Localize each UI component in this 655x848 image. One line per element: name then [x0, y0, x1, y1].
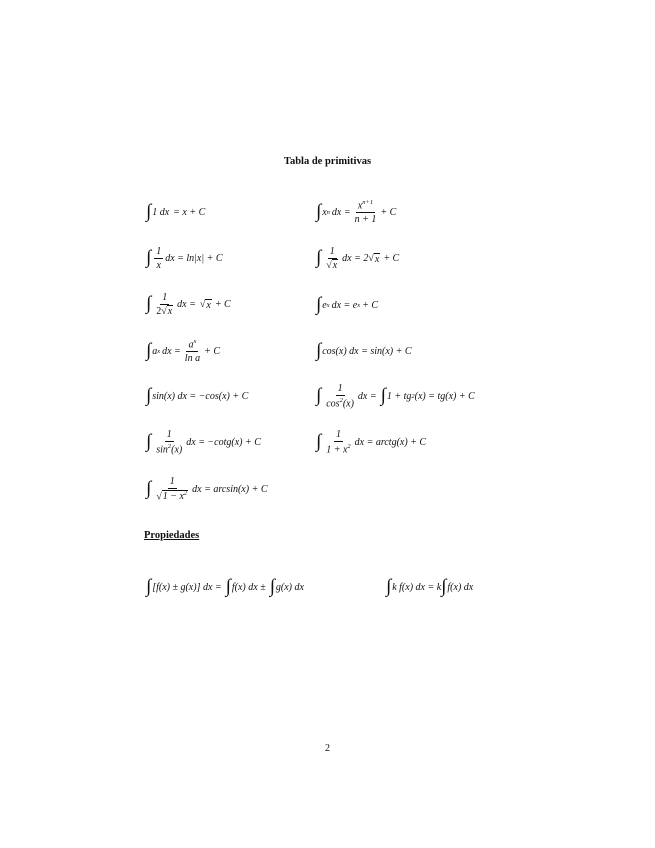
property-part-b: f(x) dx ±	[231, 582, 266, 593]
tail-exponent: 2	[411, 392, 415, 400]
property-linearity	[146, 578, 304, 597]
formula-integral-csc-squared	[146, 429, 261, 455]
property-part-a: k f(x) dx = k	[392, 582, 442, 593]
section-title: Propiedades	[144, 530, 200, 541]
formula-exponent: x	[326, 302, 330, 309]
fraction-numerator: x	[357, 200, 363, 212]
formula-integral-sec-squared	[316, 383, 475, 409]
integral-sign: ∫	[316, 340, 322, 361]
integral-sign: ∫	[146, 293, 152, 314]
formula-mid: dx =	[331, 206, 351, 218]
formula-integral-power	[316, 199, 396, 225]
den-exponent: 2	[339, 397, 343, 404]
root-symbol: √	[368, 253, 374, 264]
formula-rhs-tail: + C	[383, 253, 400, 264]
fraction	[324, 429, 352, 455]
numerator-exponent: n+1	[362, 199, 374, 206]
fraction-numerator: 1	[329, 246, 335, 257]
integral-sign: ∫	[386, 576, 392, 597]
fraction	[154, 429, 184, 455]
den-exponent: 2	[167, 443, 172, 450]
integral-sign: ∫	[316, 200, 322, 222]
root-symbol: √	[156, 491, 162, 503]
fraction-denominator	[154, 489, 190, 502]
formula-integral-exponential	[316, 296, 378, 315]
formula-rhs: dx = arctg(x) + C	[354, 436, 427, 448]
radicand	[162, 490, 188, 502]
root-symbol: 2√	[156, 306, 167, 317]
fraction	[183, 338, 202, 364]
formula-rhs: = x + C	[173, 207, 206, 218]
formula-integral-cosine	[316, 342, 412, 361]
integral-sign: ∫	[146, 430, 152, 452]
fraction	[324, 383, 356, 409]
page-number: 2	[325, 743, 330, 754]
formula-exponent: x	[157, 347, 161, 355]
radicand-exponent: 2	[183, 490, 188, 497]
formula-rhs: dx = ln|x| + C	[165, 253, 223, 264]
formula-base: e	[322, 300, 327, 311]
fraction-numerator: 1	[169, 476, 175, 487]
integral-sign: ∫	[146, 247, 152, 268]
fraction-denominator	[324, 396, 356, 409]
integral-sign: ∫	[225, 576, 231, 597]
formula-rhs-prefix: dx = 2	[342, 253, 369, 264]
root-symbol: √	[199, 299, 206, 310]
integral-sign: ∫	[146, 339, 152, 361]
fraction-denominator	[324, 259, 340, 271]
formula-mid: dx = e	[331, 300, 358, 311]
formula-body: sin(x) dx = −cos(x) + C	[152, 391, 249, 402]
integral-sign: ∫	[380, 384, 386, 406]
integral-sign: ∫	[146, 576, 152, 597]
fraction-denominator: n + 1	[354, 214, 377, 226]
fraction	[353, 199, 379, 225]
integral-sign: ∫	[316, 384, 322, 406]
integral-sign: ∫	[146, 385, 152, 406]
den-func: cos	[326, 398, 340, 410]
formula-body: cos(x) dx = sin(x) + C	[322, 346, 412, 357]
integral-sign: ∫	[146, 201, 152, 222]
fraction	[154, 246, 163, 271]
formula-integral-sine	[146, 387, 248, 406]
fraction-denominator	[154, 305, 175, 317]
formula-rhs: + C	[362, 300, 378, 311]
radicand: x	[206, 299, 211, 311]
den-exponent: 2	[347, 443, 351, 450]
fraction	[154, 292, 175, 317]
fraction	[324, 246, 340, 271]
formula-lhs: 1 dx	[152, 207, 170, 218]
property-part-a: [f(x) ± g(x)] dx =	[152, 582, 222, 593]
fraction-numerator: a	[188, 339, 194, 351]
formula-base: x	[322, 206, 327, 218]
integral-sign: ∫	[316, 294, 322, 315]
fraction	[154, 476, 190, 502]
formula-rhs: + C	[204, 345, 220, 357]
radicand-base: 1 − x	[162, 491, 184, 503]
formula-rhs: dx = arcsin(x) + C	[192, 483, 268, 495]
rhs-exponent: x	[357, 302, 361, 309]
fraction-numerator: 1	[166, 429, 172, 440]
fraction-denominator: ln a	[184, 353, 201, 365]
fraction-denominator	[154, 442, 184, 455]
integral-sign: ∫	[316, 430, 322, 452]
formula-integral-constant	[146, 203, 205, 222]
radicand: x	[167, 306, 173, 317]
radicand: x	[332, 260, 338, 271]
formula-integral-half-inverse-sqrt	[146, 292, 231, 317]
formula-base: a	[152, 345, 158, 357]
den-arg: (x)	[342, 398, 354, 410]
fraction-numerator: 1	[162, 292, 168, 303]
formula-integral-arctangent	[316, 429, 426, 455]
page-title: Tabla de primitivas	[283, 156, 372, 167]
radicand: x	[374, 253, 380, 265]
formula-rhs: + C	[380, 206, 397, 218]
formula-exponent: n	[326, 208, 330, 216]
formula-rhs-prefix: dx =	[177, 299, 196, 310]
formula-integral-inverse-sqrt	[316, 246, 399, 271]
formula-integral-arcsine	[146, 476, 268, 502]
integral-sign: ∫	[269, 576, 275, 597]
integral-sign: ∫	[441, 576, 447, 597]
den-arg: (x)	[171, 444, 183, 456]
numerator-exponent: x	[193, 338, 197, 345]
fraction-denominator: x	[156, 260, 161, 271]
formula-rhs: dx = −cotg(x) + C	[186, 436, 261, 448]
integral-sign: ∫	[316, 247, 322, 268]
integral-sign: ∫	[146, 477, 152, 499]
fraction-numerator: 1	[335, 429, 341, 440]
fraction-numerator: 1	[337, 383, 343, 394]
property-constant-factor	[386, 578, 473, 597]
property-part-c: g(x) dx	[275, 582, 304, 593]
formula-integral-general-exponential	[146, 338, 220, 364]
den-base: 1 + x	[326, 444, 348, 456]
fraction-numerator: 1	[156, 246, 162, 257]
fraction-denominator	[324, 442, 352, 455]
tail-rest: (x) = tg(x) + C	[414, 390, 475, 402]
formula-mid: dx =	[162, 345, 181, 357]
formula-rhs-tail: + C	[214, 299, 231, 310]
root-symbol: √	[326, 260, 332, 271]
den-func: sin	[156, 444, 168, 456]
formula-integral-reciprocal	[146, 246, 223, 271]
formula-mid: dx =	[357, 390, 377, 402]
tail-prefix: 1 + tg	[386, 390, 412, 402]
property-part-b: f(x) dx	[447, 582, 474, 593]
